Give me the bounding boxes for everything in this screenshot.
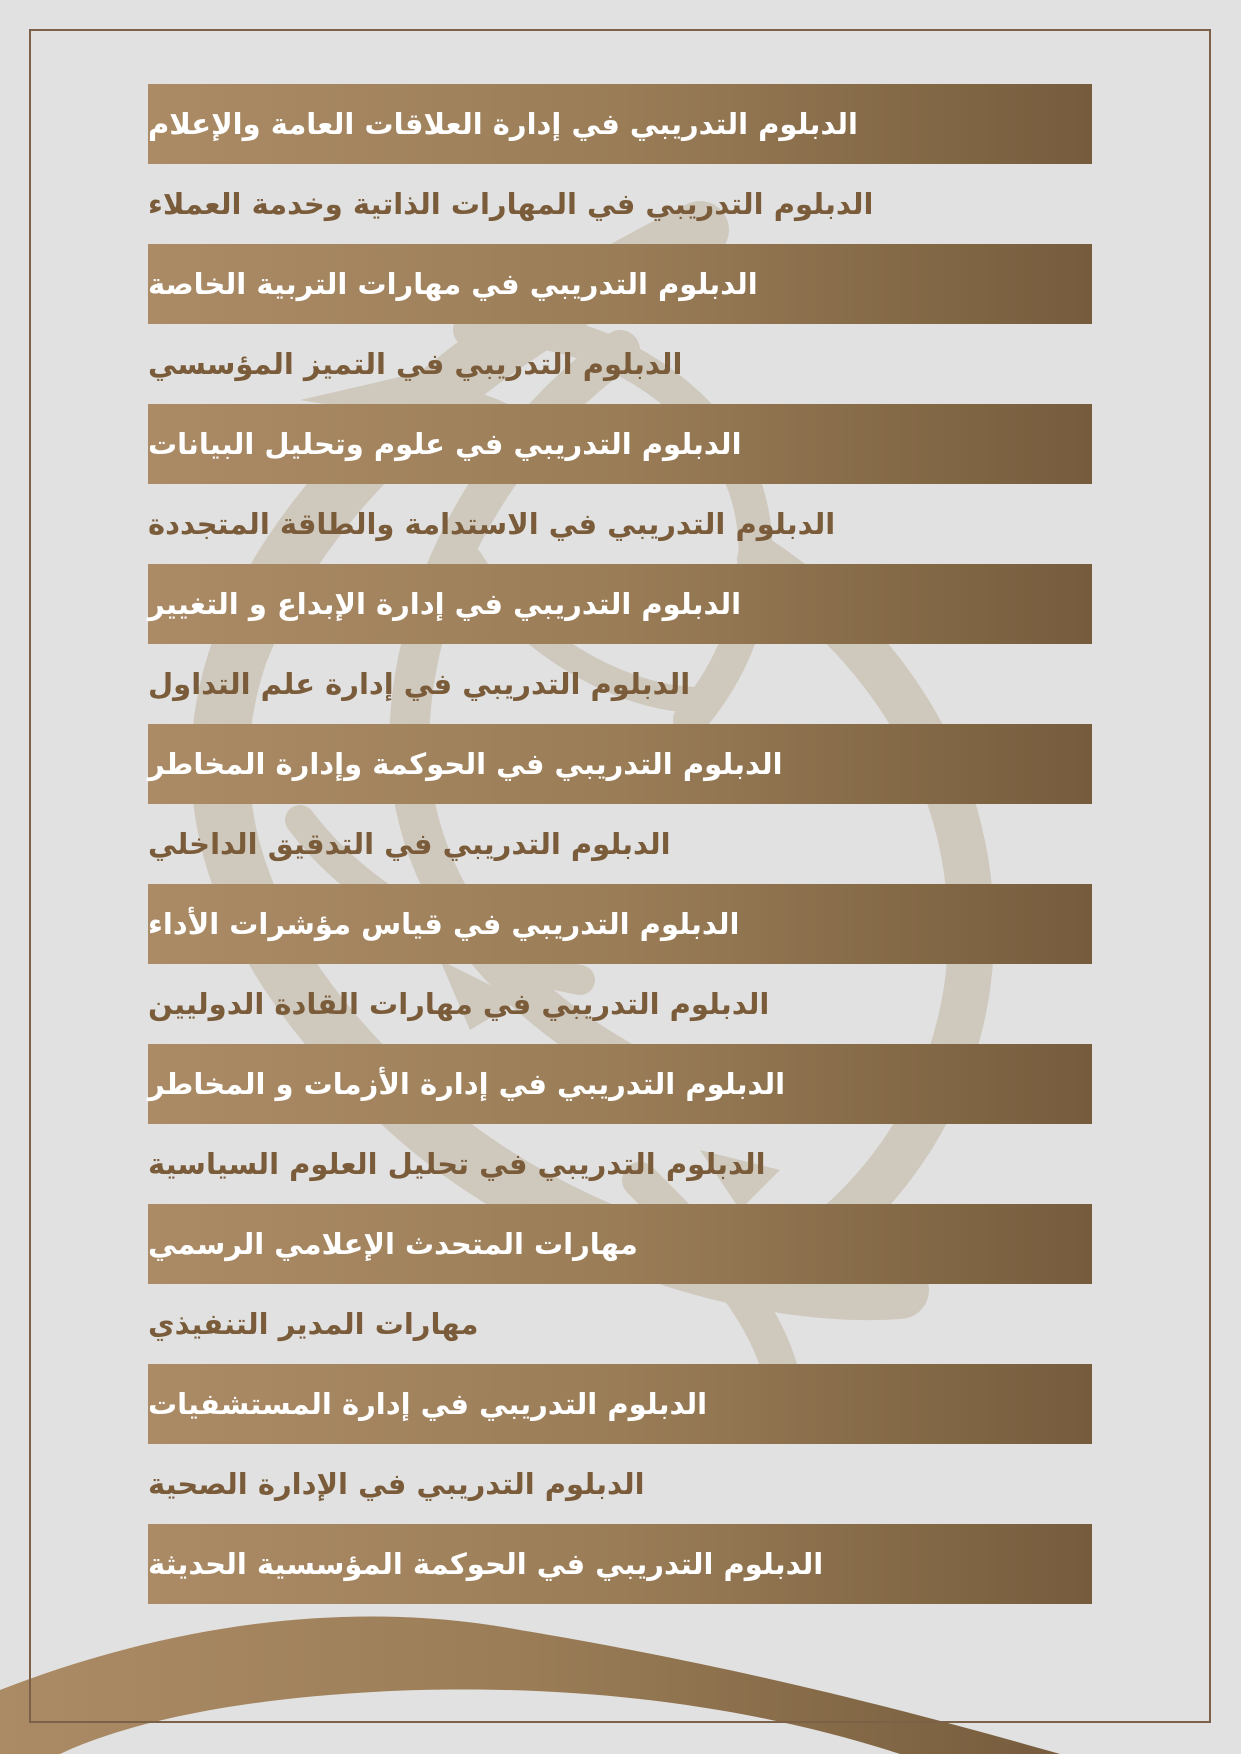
program-item xyxy=(148,1524,1092,1604)
program-item xyxy=(148,164,1092,244)
program-label: الدبلوم التدريبي في الاستدامة والطاقة المتجددة xyxy=(148,507,836,541)
program-item xyxy=(148,884,1092,964)
program-label: الدبلوم التدريبي في الإدارة الصحية xyxy=(148,1467,645,1501)
program-item xyxy=(148,484,1092,564)
program-label: الدبلوم التدريبي في مهارات التربية الخاصة xyxy=(148,267,758,301)
program-label: الدبلوم التدريبي في إدارة العلاقات العامة والإعلام xyxy=(148,107,858,141)
program-item xyxy=(148,244,1092,324)
program-item xyxy=(148,324,1092,404)
program-item xyxy=(148,1204,1092,1284)
program-item xyxy=(148,1364,1092,1444)
program-label: الدبلوم التدريبي في علوم وتحليل البيانات xyxy=(148,427,742,461)
program-item xyxy=(148,1284,1092,1364)
program-label: الدبلوم التدريبي في إدارة علم التداول xyxy=(148,667,691,701)
program-label: مهارات المدير التنفيذي xyxy=(148,1307,479,1341)
program-label: الدبلوم التدريبي في مهارات القادة الدوليين xyxy=(148,987,770,1021)
program-item xyxy=(148,84,1092,164)
program-label: الدبلوم التدريبي في تحليل العلوم السياسية xyxy=(148,1147,766,1181)
program-item xyxy=(148,564,1092,644)
program-label: الدبلوم التدريبي في قياس مؤشرات الأداء xyxy=(148,907,740,941)
program-item xyxy=(148,1044,1092,1124)
program-item xyxy=(148,1444,1092,1524)
program-label: الدبلوم التدريبي في الحوكمة وإدارة المخاطر xyxy=(148,747,783,781)
program-item xyxy=(148,964,1092,1044)
program-label: الدبلوم التدريبي في إدارة الأزمات و المخاطر xyxy=(148,1067,786,1101)
program-label: الدبلوم التدريبي في الحوكمة المؤسسية الحديثة xyxy=(148,1547,824,1581)
program-item xyxy=(148,724,1092,804)
program-label: الدبلوم التدريبي في التميز المؤسسي xyxy=(148,347,683,381)
program-label: الدبلوم التدريبي في إدارة المستشفيات xyxy=(148,1387,708,1421)
program-item xyxy=(148,404,1092,484)
program-item xyxy=(148,804,1092,884)
program-label: مهارات المتحدث الإعلامي الرسمي xyxy=(148,1227,638,1261)
program-list xyxy=(148,84,1092,1604)
program-label: الدبلوم التدريبي في التدقيق الداخلي xyxy=(148,827,671,861)
program-label: الدبلوم التدريبي في إدارة الإبداع و التغيير xyxy=(148,587,742,621)
program-label: الدبلوم التدريبي في المهارات الذاتية وخدمة العملاء xyxy=(148,187,874,221)
program-item xyxy=(148,644,1092,724)
program-item xyxy=(148,1124,1092,1204)
